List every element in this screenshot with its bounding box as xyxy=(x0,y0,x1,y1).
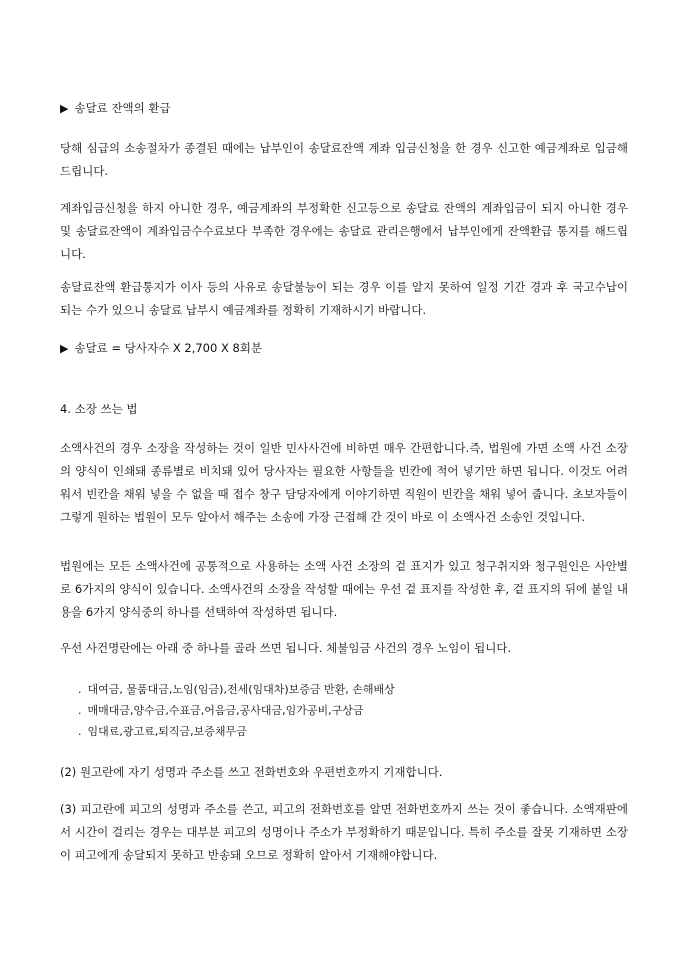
list-bullet: . xyxy=(78,704,82,717)
case-name-list-item-text: 매매대금,양수금,수표금,어음금,공사대금,임가공비,구상금 xyxy=(87,704,364,717)
plaintiff-field-instruction: (2) 원고란에 자기 성명과 주소를 쓰고 전화번호와 우편번호까지 기재합니다. xyxy=(60,765,443,779)
fee-formula-text: 송달료 = 당사자수 X 2,700 X 8회분 xyxy=(74,341,263,355)
complaint-paragraph-1: 소액사건의 경우 소장을 작성하는 것이 일반 민사사건에 비하면 매우 간편합니다.즉, 법원에 가면 소액 사건 소장의 양식이 인쇄돼 종류별로 비치돼 있어 당사자는 필요한 사항들을 빈칸에 적어 넣기만 하면 됩니다. 이것도 어려워서 빈칸을 채워 넣을 수 없을 때 접수 창구 담당자에게 이야기하면 직원이 빈칸을 채워 넣어 줍니다. 초보자들이 그렇게 원하는 법원이 모두 알아서 해주는 소송에 가장 근접해 간 것이 바로 이 소액사건 소송인 것입니다. xyxy=(60,441,628,524)
fee-refund-heading-text: 송달료 잔액의 환급 xyxy=(74,101,171,115)
case-name-list-item-text: 대여금, 물품대금,노임(임금),전세(임대차)보증금 반환, 손해배상 xyxy=(87,683,395,696)
defendant-field-instruction: (3) 피고란에 피고의 성명과 주소를 쓴고, 피고의 전화번호를 알면 전화번호까지 쓰는 것이 좋습니다. 소액재판에서 시간이 걸리는 경우는 대부분 피고의 성명이나 주소가 부정확하기 때문입니다. 특히 주소를 잘못 기재하면 소장이 피고에게 송달되지 못하고 반송돼 오므로 정확히 알아서 기재해야합니다. xyxy=(60,802,628,862)
list-bullet: . xyxy=(78,725,82,738)
fee-refund-paragraph-1: 당해 심급의 소송절차가 종결된 때에는 납부인이 송달료잔액 계좌 입금신청을 한 경우 신고한 예금계좌로 입금해드립니다. xyxy=(60,141,628,178)
case-name-list-item xyxy=(78,722,247,742)
case-name-list-item-text: 임대료,광고료,퇴직금,보증채무금 xyxy=(87,725,247,738)
complaint-paragraph-2: 법원에는 모든 소액사건에 공통적으로 사용하는 소액 사건 소장의 겉 표지가 있고 청구취지와 청구원인은 사안별로 6가지의 양식이 있습니다. 소액사건의 소장을 작성할 때에는 우선 겉 표지를 작성한 후, 겉 표지의 뒤에 붙일 내용을 6가지 양식중의 하나를 선택하여 작성하면 됩니다. xyxy=(60,559,628,619)
list-bullet: . xyxy=(78,683,82,696)
triangle-bullet-icon: ▶ xyxy=(60,102,69,115)
case-name-list-item xyxy=(78,680,395,700)
fee-refund-paragraph-3: 송달료잔액 환급통지가 이사 등의 사유로 송달불능이 되는 경우 이를 알지 못하여 일정 기간 경과 후 국고수납이 되는 수가 있으니 송달료 납부시 예금계좌를 정확히 기재하시기 바랍니다. xyxy=(60,280,628,317)
triangle-bullet-icon: ▶ xyxy=(60,342,69,355)
complaint-paragraph-3: 우선 사건명란에는 아래 중 하나를 골라 쓰면 됩니다. 체불임금 사건의 경우 노임이 됩니다. xyxy=(60,641,512,655)
fee-refund-paragraph-2: 계좌입금신청을 하지 아니한 경우, 예금계좌의 부정확한 신고등으로 송달료 잔액의 계좌입금이 되지 아니한 경우 및 송달료잔액이 계좌입금수수료보다 부족한 경우에는 송달료 관리은행에서 납부인에게 잔액환급 통지를 해드립니다. xyxy=(60,201,628,261)
fee-refund-heading xyxy=(60,97,628,120)
fee-formula xyxy=(60,337,628,360)
complaint-section-heading: 4. 소장 쓰는 법 xyxy=(60,402,138,416)
case-name-list-item xyxy=(78,701,364,721)
